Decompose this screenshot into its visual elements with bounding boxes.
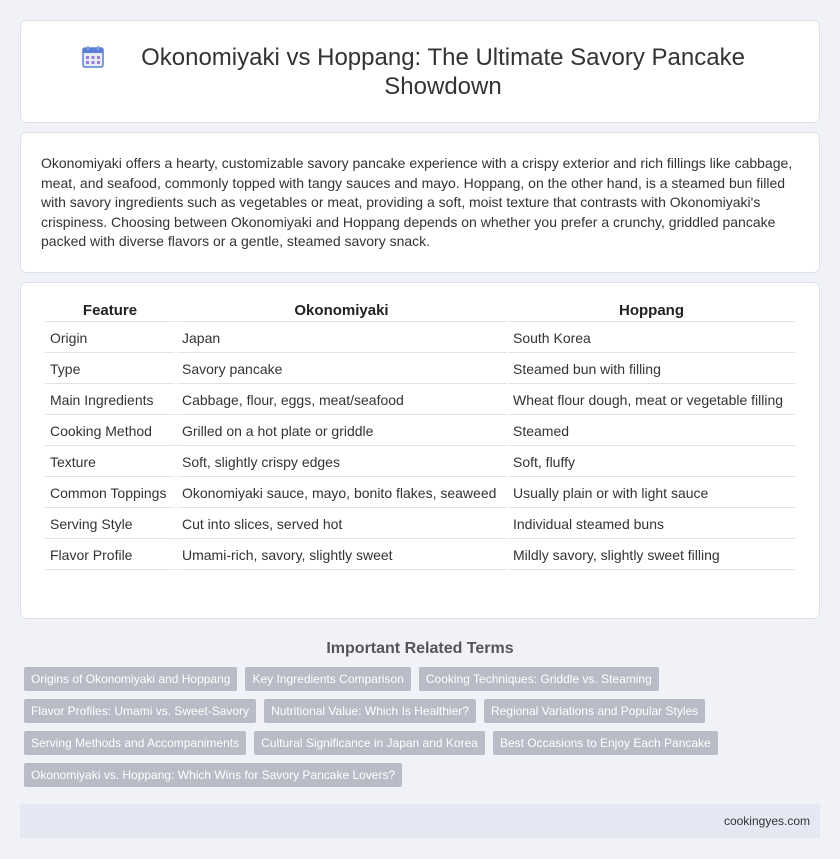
cell-hoppang: Usually plain or with light sauce <box>508 479 795 508</box>
related-tag[interactable]: Flavor Profiles: Umami vs. Sweet-Savory <box>24 699 256 723</box>
table-row <box>45 324 795 353</box>
cell-hoppang: Mildly savory, slightly sweet filling <box>508 541 795 570</box>
related-terms-tags <box>20 667 820 795</box>
cell-okonomiyaki: Cut into slices, served hot <box>177 510 506 539</box>
title-row <box>81 43 759 101</box>
cell-feature: Cooking Method <box>45 417 175 446</box>
table-row <box>45 479 795 508</box>
table-row <box>45 417 795 446</box>
cell-feature: Texture <box>45 448 175 477</box>
cell-hoppang: Individual steamed buns <box>508 510 795 539</box>
cell-feature: Type <box>45 355 175 384</box>
header-hoppang: Hoppang <box>508 298 795 322</box>
related-tag[interactable]: Cooking Techniques: Griddle vs. Steaming <box>419 667 659 691</box>
intro-card <box>20 132 820 273</box>
cell-feature: Flavor Profile <box>45 541 175 570</box>
footer <box>20 804 820 838</box>
cell-okonomiyaki: Savory pancake <box>177 355 506 384</box>
cell-hoppang: Soft, fluffy <box>508 448 795 477</box>
cell-okonomiyaki: Japan <box>177 324 506 353</box>
cell-okonomiyaki: Grilled on a hot plate or griddle <box>177 417 506 446</box>
related-tag[interactable]: Serving Methods and Accompaniments <box>24 731 246 755</box>
comparison-table <box>43 296 797 572</box>
header-card <box>20 20 820 123</box>
table-row <box>45 448 795 477</box>
comparison-table-card <box>20 282 820 619</box>
related-tag[interactable]: Origins of Okonomiyaki and Hoppang <box>24 667 237 691</box>
related-tag[interactable]: Regional Variations and Popular Styles <box>484 699 705 723</box>
related-tag[interactable]: Best Occasions to Enjoy Each Pancake <box>493 731 718 755</box>
calendar-icon <box>81 45 105 69</box>
related-tag[interactable]: Okonomiyaki vs. Hoppang: Which Wins for Savory Pancake Lovers? <box>24 763 402 787</box>
cell-okonomiyaki: Soft, slightly crispy edges <box>177 448 506 477</box>
intro-paragraph: Okonomiyaki offers a hearty, customizable savory pancake experience with a crispy exterior and rich fillings like cabbage, meat, and seafood, commonly topped with tangy sauces and mayo. Hoppang, on the other hand, is a steamed bun filled with savory ingredients such as vegetables or meat, providing a soft, moist texture that contrasts with Okonomiyaki's crispiness. Choosing between Okonomiyaki and Hoppang depends on whether you prefer a crunchy, griddled pancake packed with diverse flavors or a gentle, steamed savory snack. <box>41 155 793 250</box>
page-title: Okonomiyaki vs Hoppang: The Ultimate Savory Pancake Showdown <box>141 43 745 100</box>
cell-hoppang: Steamed <box>508 417 795 446</box>
table-row <box>45 510 795 539</box>
cell-hoppang: South Korea <box>508 324 795 353</box>
cell-okonomiyaki: Okonomiyaki sauce, mayo, bonito flakes, seaweed <box>177 479 506 508</box>
cell-hoppang: Steamed bun with filling <box>508 355 795 384</box>
table-row <box>45 541 795 570</box>
related-tag[interactable]: Key Ingredients Comparison <box>245 667 410 691</box>
related-tag[interactable]: Cultural Significance in Japan and Korea <box>254 731 485 755</box>
cell-feature: Serving Style <box>45 510 175 539</box>
footer-site-link[interactable]: cookingyes.com <box>723 814 810 828</box>
cell-hoppang: Wheat flour dough, meat or vegetable filling <box>508 386 795 415</box>
cell-feature: Origin <box>45 324 175 353</box>
cell-okonomiyaki: Cabbage, flour, eggs, meat/seafood <box>177 386 506 415</box>
table-row <box>45 386 795 415</box>
related-tag[interactable]: Nutritional Value: Which Is Healthier? <box>264 699 476 723</box>
header-feature: Feature <box>45 298 175 322</box>
cell-feature: Common Toppings <box>45 479 175 508</box>
related-terms-title: Important Related Terms <box>326 640 514 657</box>
table-header-row <box>45 298 795 322</box>
table-row <box>45 355 795 384</box>
header-okonomiyaki: Okonomiyaki <box>177 298 506 322</box>
cell-okonomiyaki: Umami-rich, savory, slightly sweet <box>177 541 506 570</box>
cell-feature: Main Ingredients <box>45 386 175 415</box>
